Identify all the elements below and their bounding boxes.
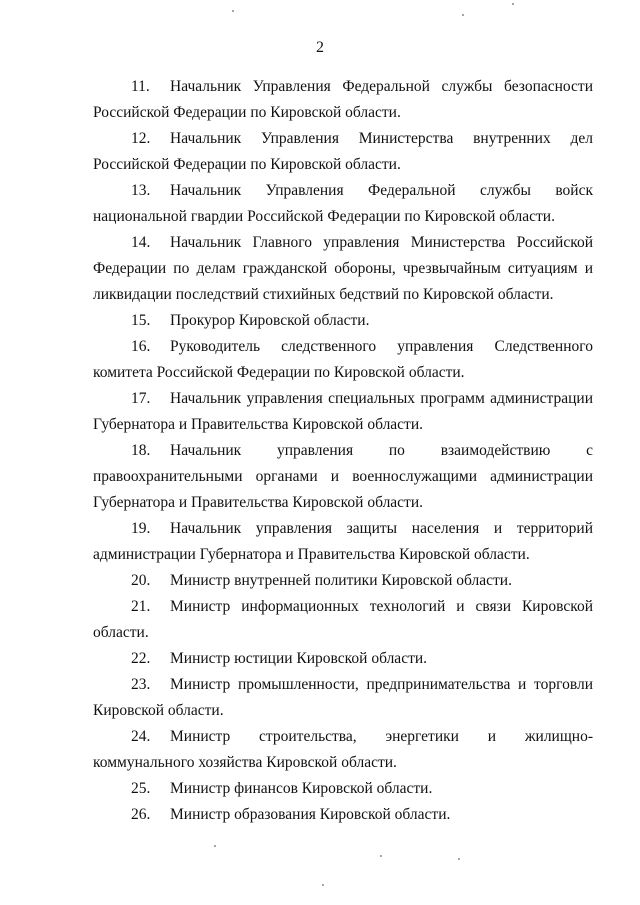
item-text: Министр юстиции Кировской области. <box>170 650 428 667</box>
item-number: 23. <box>131 676 151 693</box>
item-number: 22. <box>131 650 151 667</box>
item-number: 20. <box>131 572 151 589</box>
item-text: Начальник управления специальных программ администрации Губернатора и Правительства Кировской области. <box>93 390 593 433</box>
item-number: 16. <box>131 338 151 355</box>
list-item <box>93 568 593 594</box>
list-item <box>93 594 593 646</box>
list-item <box>93 438 593 516</box>
scan-speck <box>322 884 324 886</box>
list-item <box>93 672 593 724</box>
scan-speck <box>214 845 216 847</box>
item-text: Министр внутренней политики Кировской области. <box>170 572 512 589</box>
item-number: 11. <box>131 78 150 95</box>
item-number: 21. <box>131 598 151 615</box>
item-text: Министр промышленности, предпринимательства и торговли Кировской области. <box>93 676 593 719</box>
page-number: 2 <box>316 39 324 56</box>
item-text: Начальник Управления Федеральной службы безопасности Российской Федерации по Кировской области. <box>93 78 593 121</box>
item-text: Начальник Управления Федеральной службы войск национальной гвардии Российской Федерации по Кировской области. <box>93 182 593 225</box>
item-number: 18. <box>131 442 151 459</box>
item-number: 24. <box>131 728 151 745</box>
list-item <box>93 230 593 308</box>
item-text: Начальник управления защиты населения и территорий администрации Губернатора и Правительства Кировской области. <box>93 520 593 563</box>
item-number: 13. <box>131 182 151 199</box>
list-item <box>93 516 593 568</box>
list-item <box>93 334 593 386</box>
list-item <box>93 308 593 334</box>
item-text: Руководитель следственного управления Следственного комитета Российской Федерации по Кировской области. <box>93 338 593 381</box>
scan-speck <box>232 10 234 12</box>
list-item <box>93 126 593 178</box>
list-item <box>93 74 593 126</box>
item-text: Министр информационных технологий и связи Кировской области. <box>93 598 593 641</box>
scan-speck <box>380 855 382 857</box>
scan-speck <box>462 14 464 16</box>
scan-speck <box>512 3 514 5</box>
item-number: 17. <box>131 390 151 407</box>
list-item <box>93 386 593 438</box>
item-number: 12. <box>131 130 151 147</box>
scan-speck <box>458 858 460 860</box>
item-text: Начальник управления по взаимодействию с правоохранительными органами и военнослужащими администрации Губернатора и Правительства Кировской области. <box>93 442 593 511</box>
list-item <box>93 724 593 776</box>
list-item <box>93 776 593 802</box>
item-number: 19. <box>131 520 151 537</box>
item-text: Начальник Главного управления Министерства Российской Федерации по делам гражданской обороны, чрезвычайным ситуациям и ликвидации последствий стихийных бедствий по Кировской области. <box>93 234 593 303</box>
item-number: 26. <box>131 806 151 823</box>
item-text: Министр строительства, энергетики и жилищно-коммунального хозяйства Кировской области. <box>93 728 593 771</box>
list-item <box>93 178 593 230</box>
list-item <box>93 646 593 672</box>
item-text: Прокурор Кировской области. <box>170 312 370 329</box>
item-number: 15. <box>131 312 151 329</box>
item-number: 25. <box>131 780 151 797</box>
list-item <box>93 802 593 828</box>
item-text: Министр образования Кировской области. <box>170 806 451 823</box>
item-text: Министр финансов Кировской области. <box>170 780 433 797</box>
item-text: Начальник Управления Министерства внутренних дел Российской Федерации по Кировской области. <box>93 130 593 173</box>
item-number: 14. <box>131 234 151 251</box>
